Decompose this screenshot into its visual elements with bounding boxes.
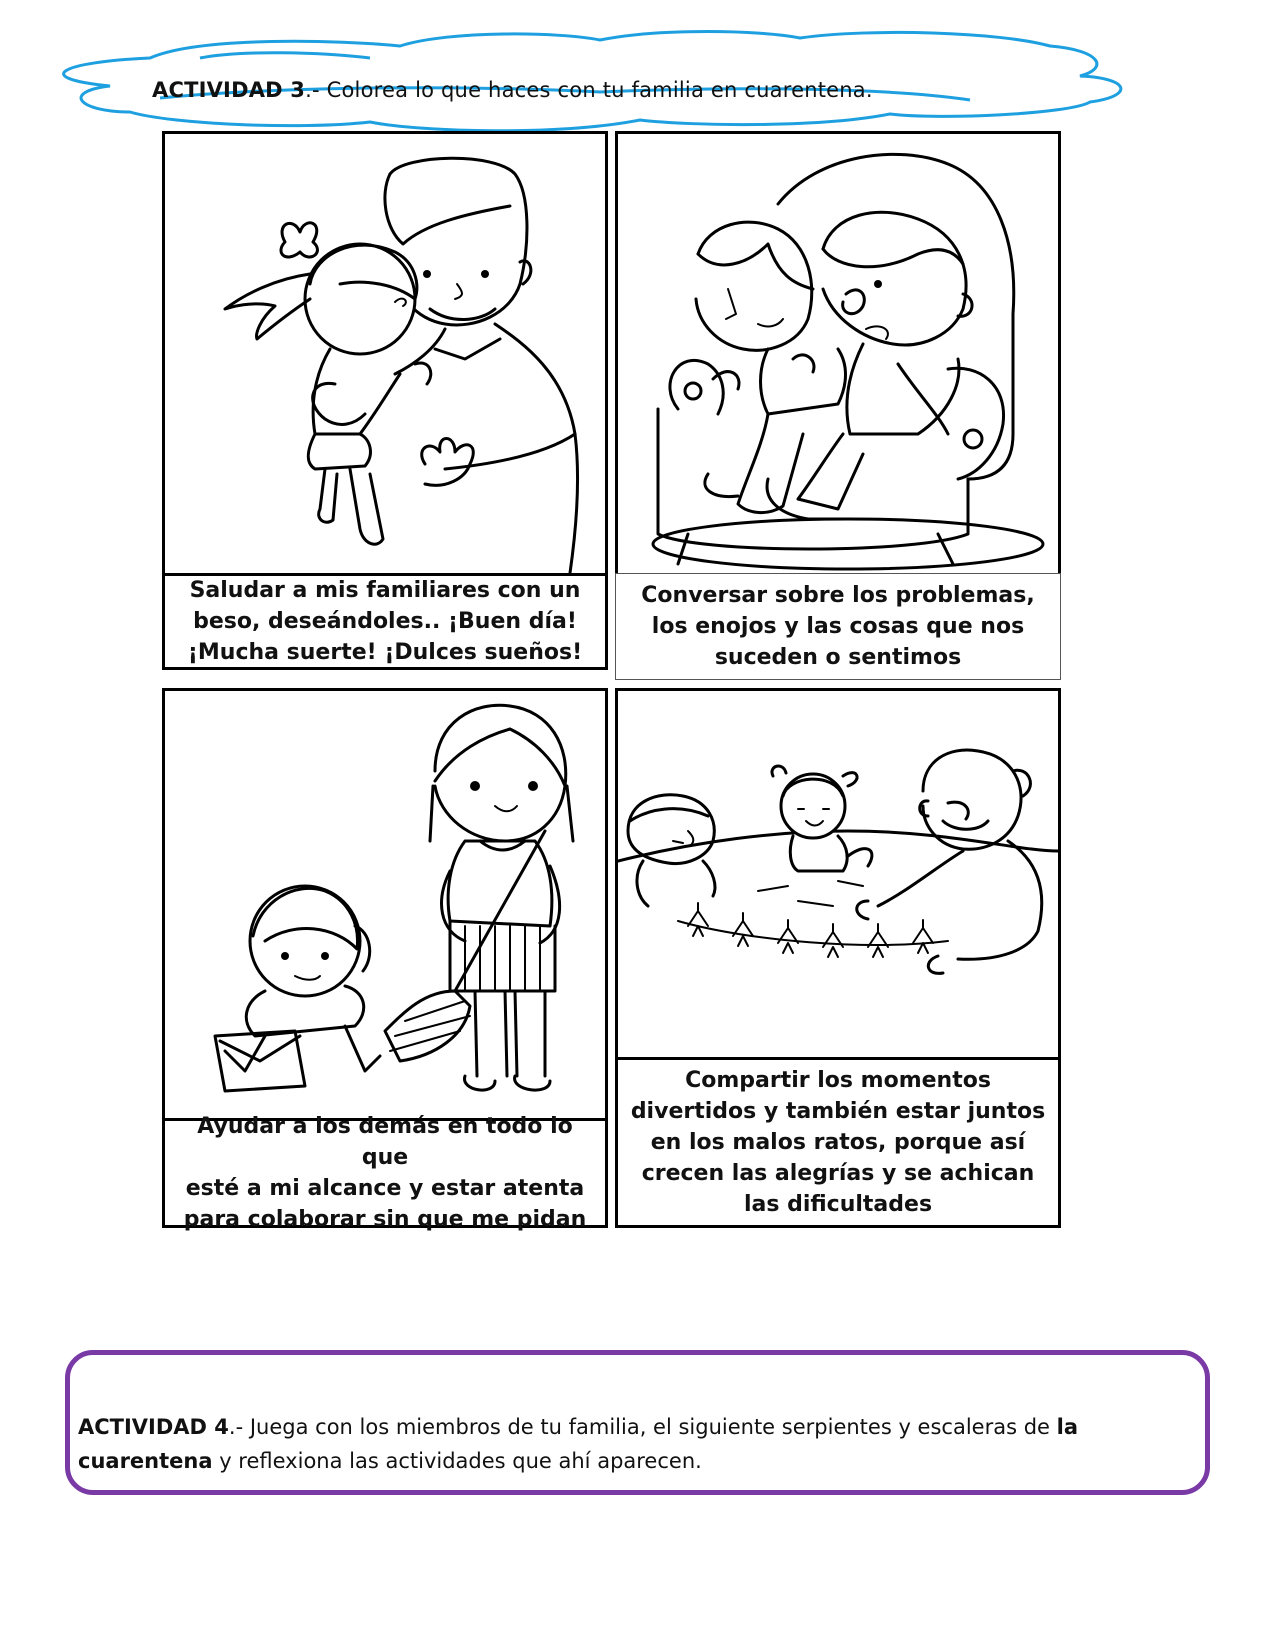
father-son-talk-illustration: [618, 134, 1058, 573]
activity-4-text-before: .- Juega con los miembros de tu familia, el siguiente serpientes y escaleras de: [228, 1415, 1057, 1439]
panel-3-illustration: [162, 688, 608, 1121]
panel-2-caption-text: Conversar sobre los problemas, los enojos y las cosas que nos suceden o sentimos: [641, 583, 1035, 670]
activity-4-instruction: [78, 1410, 1185, 1478]
activity-4-bold-phrase-1: la: [1056, 1415, 1078, 1439]
panel-2-illustration: [615, 131, 1061, 576]
activity-4-box: [65, 1350, 1210, 1495]
activity-3-text: .- Colorea lo que haces con tu familia en cuarentena.: [305, 78, 873, 102]
activity-4-label: ACTIVIDAD 4: [78, 1415, 229, 1439]
panel-4-illustration: [615, 688, 1061, 1060]
activity-4-text-after: y reflexiona las actividades que ahí aparecen.: [212, 1449, 702, 1473]
panel-3-caption: [162, 1114, 608, 1232]
father-daughter-hug-illustration: [165, 134, 605, 573]
panel-4-caption-text: Compartir los momentos divertidos y también estar juntos en los malos ratos, porque así crecen las alegrías y se achican las dificultades: [630, 1068, 1046, 1217]
panel-1-caption-text: Saludar a mis familiares con un beso, deseándoles.. ¡Buen día! ¡Mucha suerte! ¡Dulces sueños!: [187, 578, 583, 665]
activity-3-label: ACTIVIDAD 3: [152, 78, 306, 102]
panel-2-caption: [615, 573, 1061, 680]
panel-4-caption: [615, 1057, 1061, 1228]
activity-4-bold-phrase-2: cuarentena: [78, 1449, 213, 1473]
panel-3-caption-text: Ayudar a los demás en todo lo que esté a mi alcance y estar atenta para colaborar sin que me pidan: [183, 1114, 587, 1232]
panel-1-caption: [162, 573, 608, 670]
children-helping-illustration: [165, 691, 605, 1118]
panel-1-illustration: [162, 131, 608, 576]
activity-3-instruction: [152, 78, 873, 102]
family-crafts-illustration: [618, 691, 1058, 1057]
